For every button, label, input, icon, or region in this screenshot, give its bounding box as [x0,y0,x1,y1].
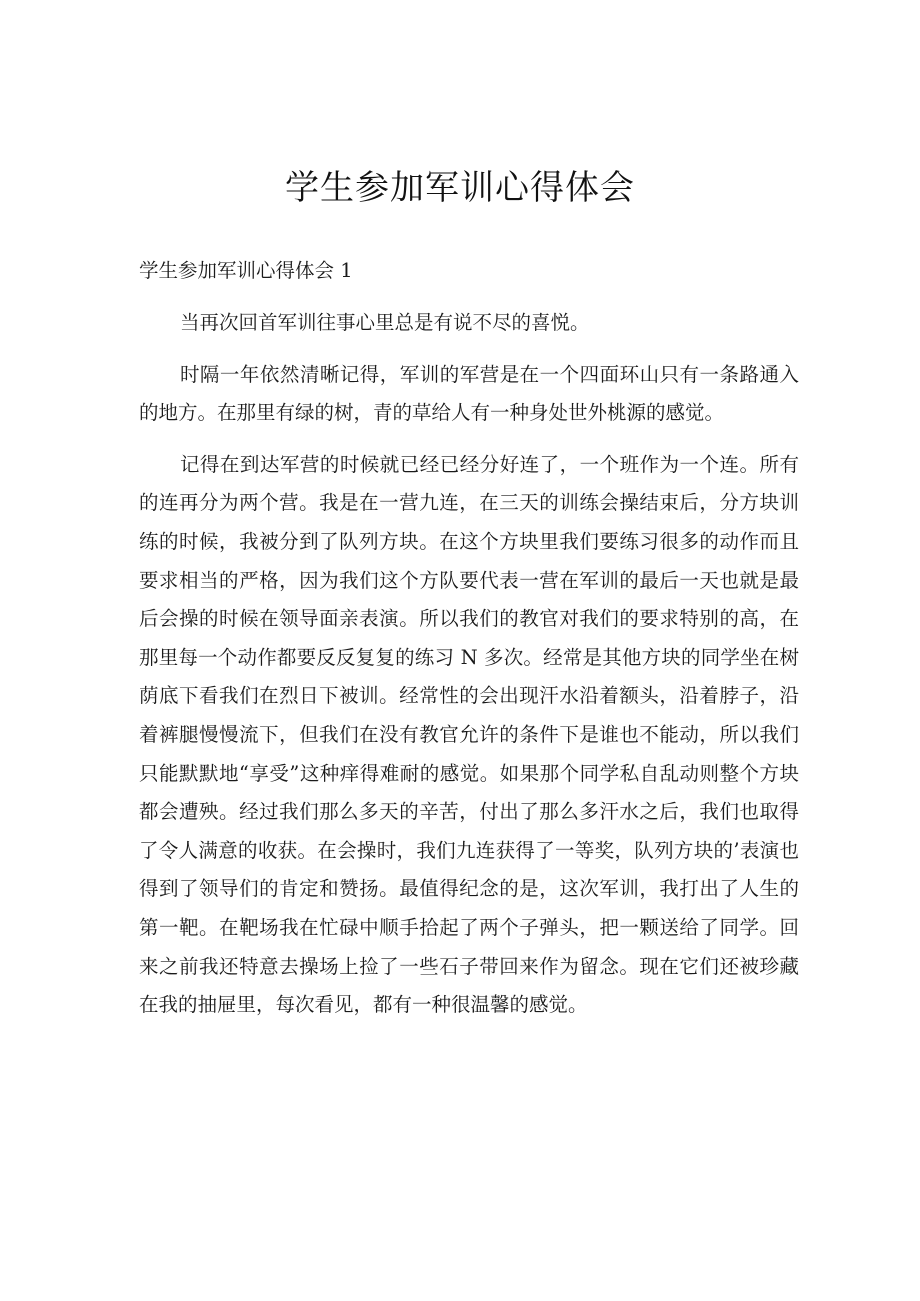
paragraph-3: 记得在到达军营的时候就已经已经分好连了，一个班作为一个连。所有的连再分为两个营。我是在一营九连，在三天的训练会操结束后，分方块训练的时候，我被分到了队列方块。在这个方块里我们要练习很多的动作而且要求相当的严格，因为我们这个方队要代表一营在军训的最后一天也就是最后会操的时候在领导面亲表演。所以我们的教官对我们的要求特别的高，在那里每一个动作都要反反复复的练习 N 多次。经常是其他方块的同学坐在树荫底下看我们在烈日下被训。经常性的会出现汗水沿着额头，沿着脖子，沿着裤腿慢慢流下，但我们在没有教官允许的条件下是谁也不能动，所以我们只能默默地“享受”这种痒得难耐的感觉。如果那个同学私自乱动则整个方块都会遭殃。经过我们那么多天的辛苦，付出了那么多汗水之后，我们也取得了令人满意的收获。在会操时，我们九连获得了一等奖，队列方块的’表演也得到了领导们的肯定和赞扬。最值得纪念的是，这次军训，我打出了人生的第一靶。在靶场我在忙碌中顺手拾起了两个子弹头，把一颗送给了同学。回来之前我还特意去操场上捡了一些石子带回来作为留念。现在它们还被珍藏在我的抽屉里，每次看见，都有一种很温馨的感觉。 [139,452,799,1017]
document-body [139,252,799,1038]
section-heading: 学生参加军训心得体会 1 [139,259,353,282]
document-title: 学生参加军训心得体会 [285,168,635,208]
paragraph-2: 时隔一年依然清晰记得，军训的军营是在一个四面环山只有一条路通入的地方。在那里有绿的树，青的草给人有一种身处世外桃源的感觉。 [139,362,799,425]
paragraph-1: 当再次回首军训往事心里总是有说不尽的喜悦。 [179,311,590,334]
